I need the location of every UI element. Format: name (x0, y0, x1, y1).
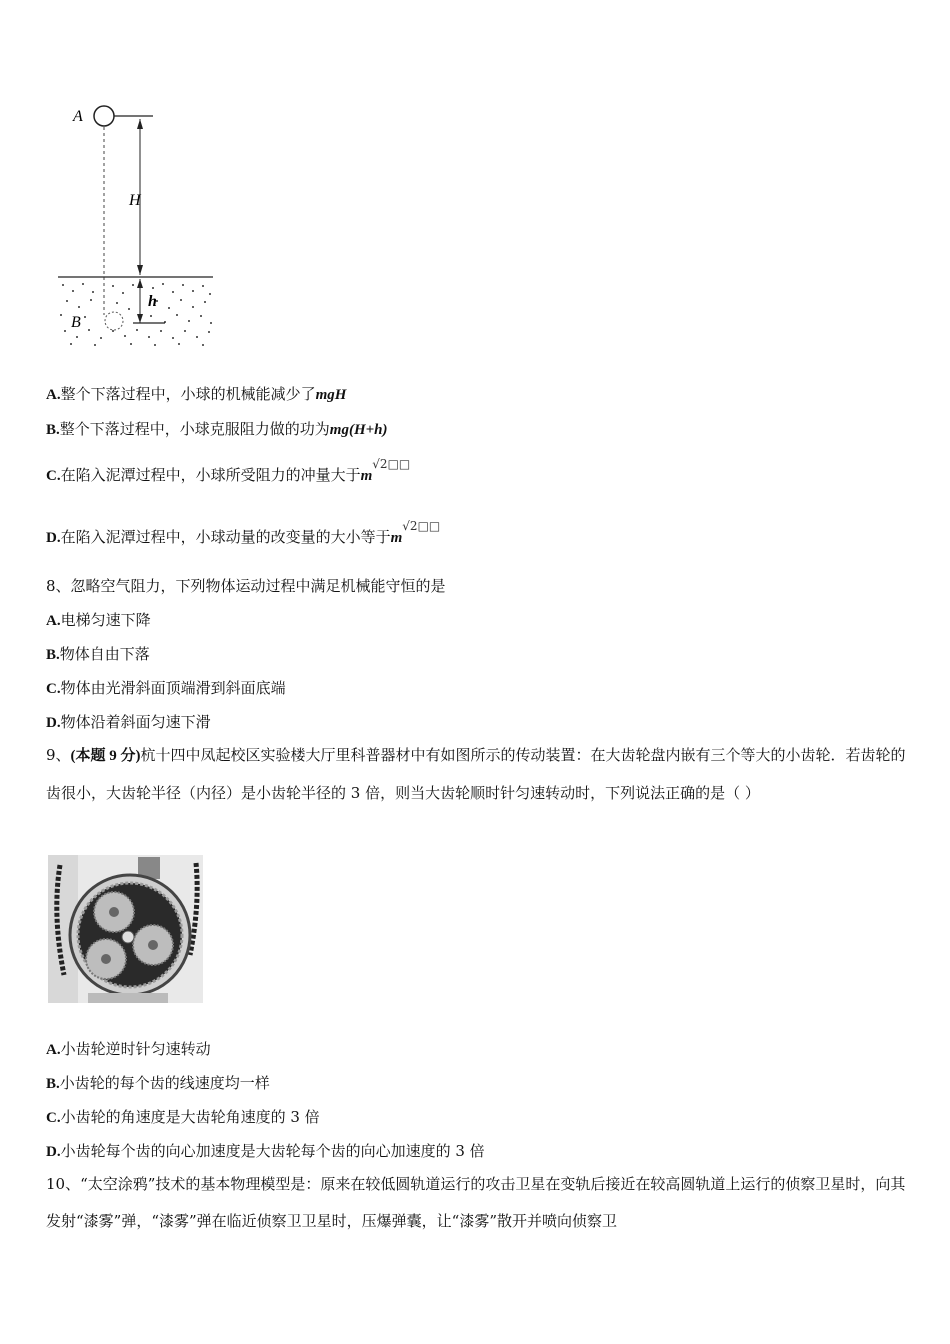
ball-b (105, 312, 123, 330)
q7-option-d: D.在陷入泥潭过程中，小球动量的改变量的大小等于$m^{√2□□}$ (46, 519, 441, 546)
q9-option-d: D.小齿轮每个齿的向心加速度是大齿轮每个齿的向心加速度的 3 倍 (46, 1142, 485, 1160)
q8-stem: 8、忽略空气阻力，下列物体运动过程中满足机械能守恒的是 (46, 577, 446, 595)
label-b: B (71, 314, 81, 331)
q9-option-b: B.小齿轮的每个齿的线速度均一样 (46, 1074, 270, 1092)
label-a: A (73, 108, 83, 125)
q9-option-c: C.小齿轮的角速度是大齿轮角速度的 3 倍 (46, 1108, 320, 1126)
falling-ball-figure (55, 95, 225, 350)
label-H: H (129, 192, 141, 209)
q9-stem: 9、(本题 9 分)杭十四中凤起校区实验楼大厅里科普器材中有如图所示的传动装置：在大齿轮盘内嵌有三个等大的小齿轮．若齿轮的齿很小，大齿轮半径（内径）是小齿轮半径的 3 倍，则当大齿轮顺时针匀速转动时，下列说法正确的是（ ） (46, 746, 906, 802)
gear-device-photo (48, 855, 203, 1003)
q7-option-b: B.整个下落过程中，小球克服阻力做的功为mg(H+h) (46, 420, 388, 438)
q9-option-a: A.小齿轮逆时针匀速转动 (46, 1040, 211, 1058)
q10-stem: 10、“太空涂鸦”技术的基本物理模型是：原来在较低圆轨道运行的攻击卫星在变轨后接近在较高圆轨道上运行的侦察卫星时，向其发射“漆雾”弹，“漆雾”弹在临近侦察卫卫星时，压爆弹囊，让“漆雾”散开并喷向侦察卫 (46, 1175, 906, 1230)
q8-option-c: C.物体由光滑斜面顶端滑到斜面底端 (46, 679, 286, 697)
q7-option-a: A.整个下落过程中，小球的机械能减少了mgH (46, 385, 347, 403)
q8-option-d: D.物体沿着斜面匀速下滑 (46, 713, 211, 731)
q8-option-a: A.电梯匀速下降 (46, 611, 151, 629)
q7-option-c: C.在陷入泥潭过程中，小球所受阻力的冲量大于$m^{√2□□}$ (46, 457, 411, 484)
ball-a (94, 106, 114, 126)
q8-option-b: B.物体自由下落 (46, 645, 150, 663)
label-h: h (148, 293, 157, 310)
